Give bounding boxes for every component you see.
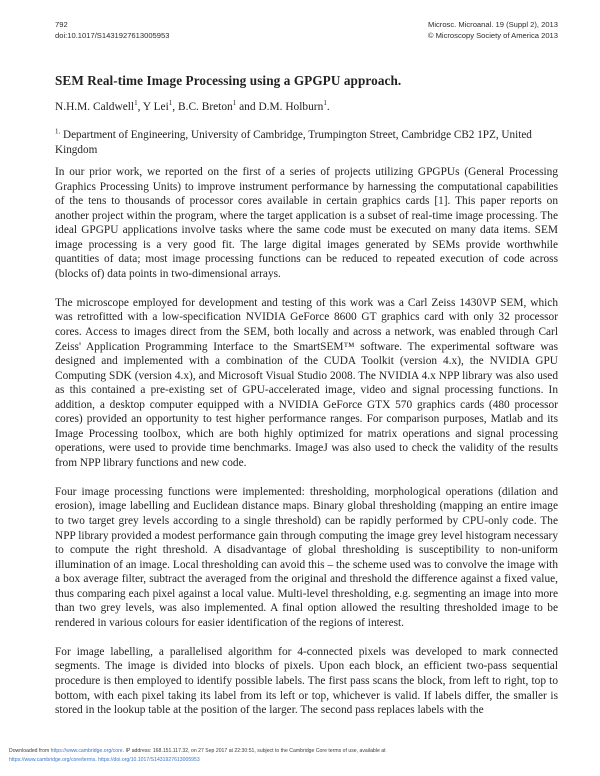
running-head: [55, 20, 558, 41]
article-title: SEM Real-time Image Processing using a GPGPU approach.: [55, 72, 402, 88]
body-paragraph: Four image processing functions were implemented: thresholding, morphological operations (dilation and erosion), image labelling and Euclidean distance maps. Binary global thresholding (mapping an entire image to two target grey levels according to a single threshold) can be rapidly performed by CPU-only code. The NPP library provided a modest performance gain through computing the image grey level histogram necessary to compute the right threshold. A disadvantage of global thresholding is susceptibility to non-uniform illumination of an image. Local thresholding can avoid this – the scheme used was to convolve the image with a box average filter, subtract the averaged from the original and threshold the difference against a fixed value, thus comparing each pixel against a local value. Multi-level thresholding, e.g. segmenting an image into more than two grey levels, was also implemented. A final option allowed the resulting thresholded image to be rendered in various colours for easier identification of the regions of interest.: [55, 485, 558, 629]
footer-prefix: Downloaded from: [9, 748, 51, 754]
author-affiliation-mark: 1: [232, 99, 237, 108]
author-separator: ,: [137, 101, 143, 113]
author-name: Y Lei: [142, 101, 169, 113]
journal-citation: Microsc. Microanal. 19 (Suppl 2), 2013: [428, 20, 558, 29]
body-paragraph: For image labelling, a parallelised algorithm for 4-connected pixels was developed to mark connected segments. The image is divided into blocks of pixels. Upon each block, an efficient two-pass sequential procedure is then employed to identify possible labels. The first pass scans the block, from left to right, top to bottom, with each pixel taking its label from its left or top, whichever is valid. If labels differ, the smaller is stored in the lookup table at the position of the larger. The second pass replaces labels with the: [55, 645, 558, 717]
affiliation-block: [55, 128, 558, 157]
author-name: B.C. Breton: [178, 101, 233, 113]
page-number: 792: [55, 20, 68, 29]
author-separator: and: [236, 101, 259, 113]
download-footer: [9, 747, 569, 765]
author-name: D.M. Holburn: [258, 101, 324, 113]
author-name: N.H.M. Caldwell: [55, 101, 135, 113]
author-separator: .: [326, 101, 330, 113]
cambridge-terms-link[interactable]: https://www.cambridge.org/core/terms: [9, 757, 96, 763]
copyright-line: © Microscopy Society of America 2013: [427, 30, 558, 40]
affiliation-mark: 1.: [55, 127, 61, 136]
author-list: [55, 100, 558, 115]
footer-separator: .: [95, 757, 99, 763]
body-paragraph: In our prior work, we reported on the first of a series of projects utilizing GPGPUs (General Processing Graphics Processing Units) to improve instrument performance by harnessing the computational capabilities of the tens to thousands of processor cores available in certain graphics cards [1]. This paper reports on another project within the program, where the target application is a subset of real-time image processing. The ideal GPGPU applications involve tasks where the same code must be executed on many data items. SEM image processing is a very good fit. The large digital images generated by SEMs provide worthwhile quantities of data; most image processing functions can be reduced to repeated execution of code across (blocks of) data points in two-dimensional arrays.: [55, 166, 558, 280]
footer-line-2: [9, 756, 569, 765]
cambridge-core-link[interactable]: https://www.cambridge.org/core: [50, 748, 123, 754]
author-affiliation-mark: 1: [323, 99, 327, 108]
article-body: [55, 165, 558, 718]
author-separator: ,: [172, 101, 178, 113]
running-head-left: [55, 20, 169, 41]
running-head-right: [428, 20, 558, 41]
author-affiliation-mark: 1: [168, 99, 173, 108]
footer-ip-terms-text: . IP address: 168.151.117.32, on 27 Sep 2017 at 22:30:51, subject to the Cambridge Core terms of use, available at: [122, 748, 386, 754]
body-paragraph: The microscope employed for development and testing of this work was a Carl Zeiss 1430VP SEM, which was retrofitted with a low-specification NVIDIA GeForce 8600 GT graphics card with only 32 processor cores. Access to images direct from the SEM, both locally and across a network, was enabled through Carl Zeiss' Application Programming Interface to the SmartSEM™ software. The experimental software was designed and implemented with a combination of the CUDA Toolkit (version 4.x), the NVIDIA GPU Computing SDK (version 4.x), and Microsoft Visual Studio 2008. The NVIDIA 4.x NPP library was also used as this contained a pre-existing set of GPU-accelerated image, video and signal processing functions. In addition, a desktop computer equipped with a NVIDIA GeForce GTX 570 graphics cards (480 processor cores) provided an opportunity to test higher performance ranges. For comparison purposes, Matlab and its Image Processing toolbox, which are both highly optimized for matrix operations and signal processing operations, were used to provide time benchmarks. ImageJ was also used to check the validity of the results from NPP library functions and new code.: [55, 296, 558, 469]
doi-line: doi:10.1017/S1431927613005953: [55, 30, 170, 40]
author-affiliation-mark: 1: [134, 99, 138, 108]
doi-link[interactable]: https://doi.org/10.1017/S1431927613005953: [98, 757, 200, 763]
affiliation-text: Department of Engineering, University of Cambridge, Trumpington Street, Cambridge CB2 1PZ, United Kingdom: [55, 129, 532, 156]
